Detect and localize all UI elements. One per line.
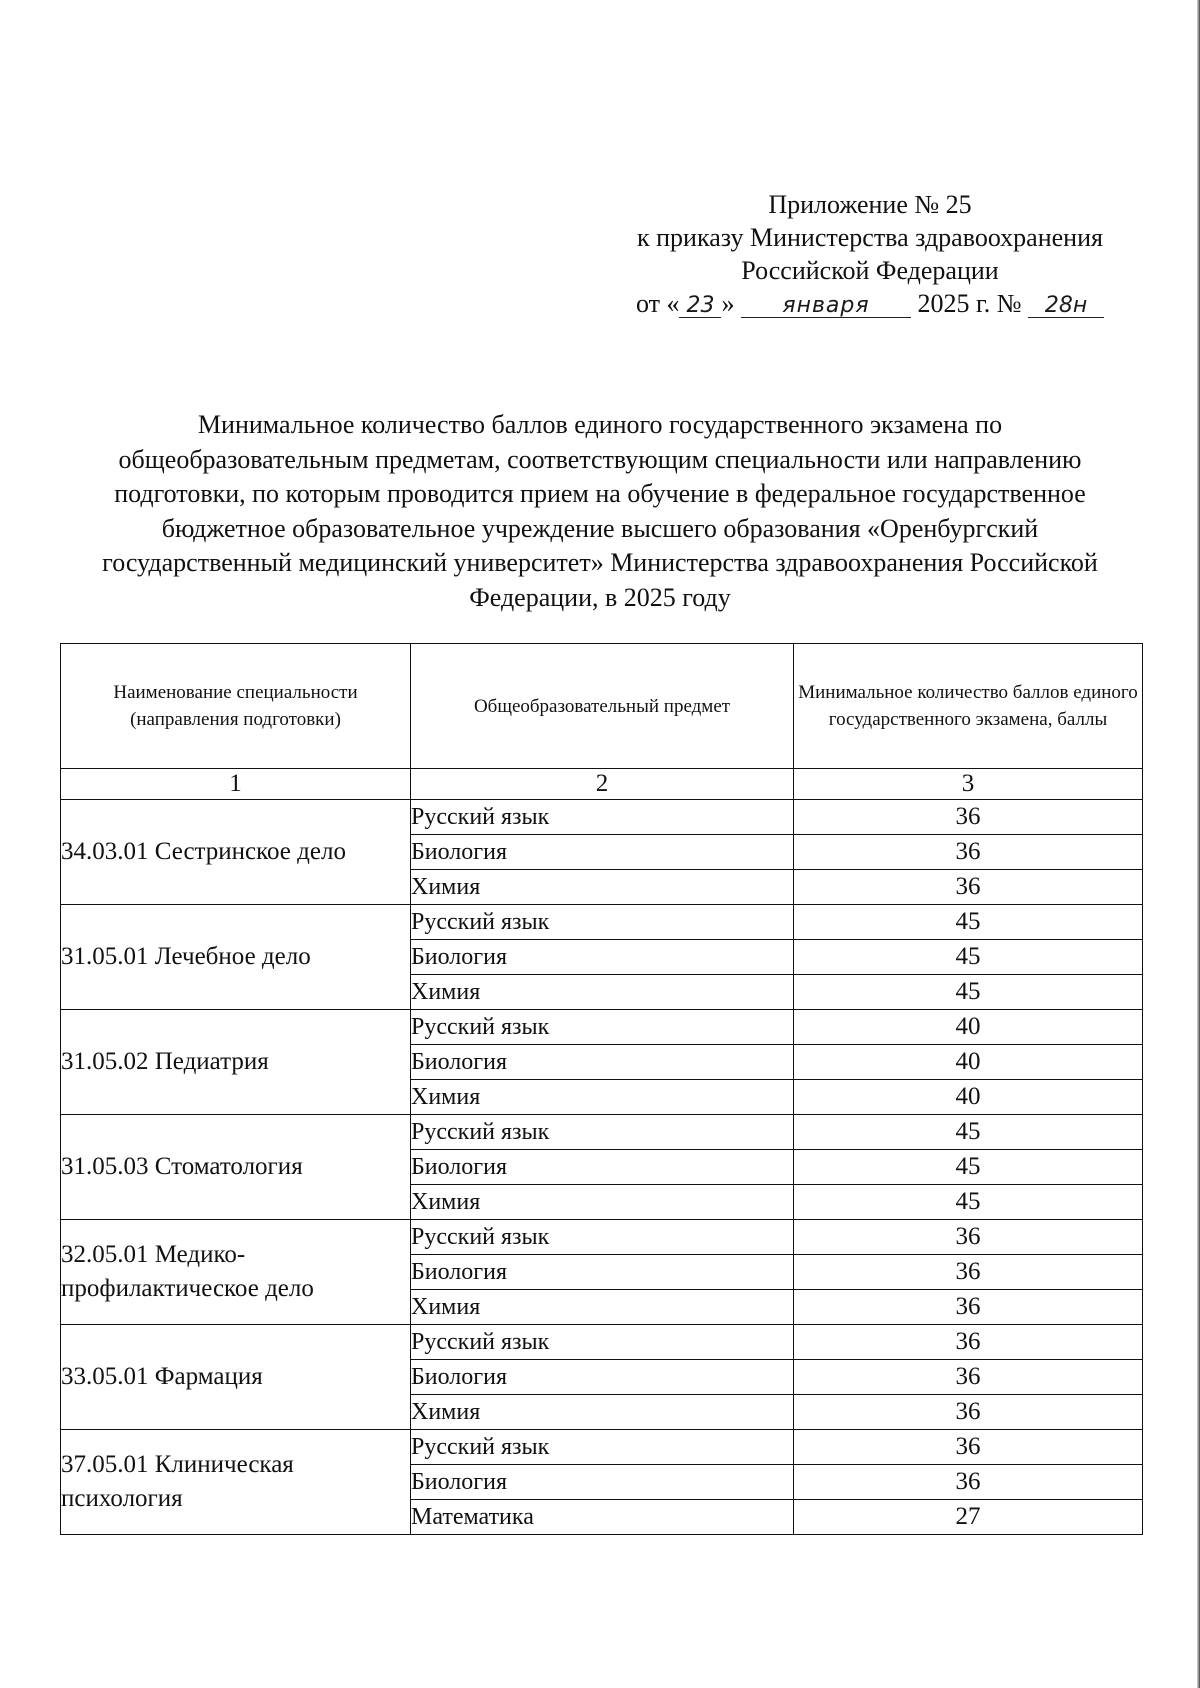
subject-cell: Биология bbox=[411, 835, 794, 870]
title-line: подготовки, по которым проводится прием на обучение в федеральное государственное bbox=[114, 479, 1086, 508]
score-cell: 45 bbox=[794, 940, 1143, 975]
subject-cell: Химия bbox=[411, 1290, 794, 1325]
title-line: бюджетное образовательное учреждение высшего образования «Оренбургский bbox=[161, 513, 1039, 543]
score-cell: 36 bbox=[794, 870, 1143, 905]
score-cell: 45 bbox=[794, 905, 1143, 940]
score-cell: 45 bbox=[794, 975, 1143, 1010]
subject-cell: Биология bbox=[411, 1255, 794, 1290]
column-number: 2 bbox=[411, 769, 794, 800]
document-title bbox=[60, 408, 1140, 615]
handwritten-month: января bbox=[741, 295, 911, 318]
score-cell: 36 bbox=[794, 800, 1143, 835]
subject-cell: Русский язык bbox=[411, 1325, 794, 1360]
specialty-cell: 33.05.01 Фармация bbox=[61, 1325, 411, 1430]
score-cell: 45 bbox=[794, 1185, 1143, 1220]
column-number-row bbox=[61, 769, 1143, 800]
score-cell: 45 bbox=[794, 1115, 1143, 1150]
header-min-score: Минимальное количество баллов единого государственного экзамена, баллы bbox=[794, 644, 1143, 769]
subject-cell: Биология bbox=[411, 1360, 794, 1395]
table-row bbox=[61, 1115, 1143, 1150]
specialty-cell: 31.05.01 Лечебное дело bbox=[61, 905, 411, 1010]
handwritten-day: 23 bbox=[679, 295, 721, 318]
appendix-order-ref: к приказу Министерства здравоохранения bbox=[637, 223, 1103, 252]
subject-cell: Биология bbox=[411, 1045, 794, 1080]
subject-cell: Русский язык bbox=[411, 905, 794, 940]
subject-cell: Биология bbox=[411, 1150, 794, 1185]
table-row bbox=[61, 905, 1143, 940]
date-prefix: от « bbox=[635, 289, 680, 318]
specialty-cell: 31.05.03 Стоматология bbox=[61, 1115, 411, 1220]
subject-cell: Химия bbox=[411, 975, 794, 1010]
score-cell: 36 bbox=[794, 1465, 1143, 1500]
header-subject: Общеобразовательный предмет bbox=[411, 644, 794, 769]
subject-cell: Химия bbox=[411, 870, 794, 905]
score-cell: 36 bbox=[794, 1220, 1143, 1255]
subject-cell: Русский язык bbox=[411, 1430, 794, 1465]
table-row bbox=[61, 1220, 1143, 1255]
subject-cell: Математика bbox=[411, 1500, 794, 1535]
handwritten-order-number: 28н bbox=[1028, 295, 1104, 318]
appendix-date-line bbox=[590, 287, 1150, 320]
score-cell: 36 bbox=[794, 1360, 1143, 1395]
subject-cell: Биология bbox=[411, 940, 794, 975]
score-cell: 36 bbox=[794, 835, 1143, 870]
column-number: 3 bbox=[794, 769, 1143, 800]
appendix-header bbox=[590, 188, 1150, 320]
score-cell: 40 bbox=[794, 1045, 1143, 1080]
subject-cell: Химия bbox=[411, 1185, 794, 1220]
date-mid: » bbox=[721, 289, 735, 318]
specialty-cell: 31.05.02 Педиатрия bbox=[61, 1010, 411, 1115]
subject-cell: Биология bbox=[411, 1465, 794, 1500]
table-row bbox=[61, 1430, 1143, 1465]
header-specialty: Наименование специальности (направления подготовки) bbox=[61, 644, 411, 769]
specialty-cell: 34.03.01 Сестринское дело bbox=[61, 800, 411, 905]
score-cell: 36 bbox=[794, 1255, 1143, 1290]
score-cell: 27 bbox=[794, 1500, 1143, 1535]
specialty-cell: 32.05.01 Медико-профилактическое дело bbox=[61, 1220, 411, 1325]
score-cell: 36 bbox=[794, 1325, 1143, 1360]
title-line: Федерации, в 2025 году bbox=[469, 582, 731, 612]
appendix-federation: Российской Федерации bbox=[741, 256, 999, 285]
score-cell: 45 bbox=[794, 1150, 1143, 1185]
table-row bbox=[61, 800, 1143, 835]
table-row bbox=[61, 1010, 1143, 1045]
specialty-cell: 37.05.01 Клиническая психология bbox=[61, 1430, 411, 1535]
header-row bbox=[61, 644, 1143, 769]
subject-cell: Русский язык bbox=[411, 1220, 794, 1255]
score-cell: 36 bbox=[794, 1395, 1143, 1430]
subject-cell: Химия bbox=[411, 1080, 794, 1115]
column-number: 1 bbox=[61, 769, 411, 800]
subject-cell: Химия bbox=[411, 1395, 794, 1430]
subject-cell: Русский язык bbox=[411, 1010, 794, 1045]
subject-cell: Русский язык bbox=[411, 1115, 794, 1150]
table-row bbox=[61, 1325, 1143, 1360]
appendix-number: Приложение № 25 bbox=[768, 190, 972, 219]
score-cell: 40 bbox=[794, 1080, 1143, 1115]
title-line: государственный медицинский университет» Министерства здравоохранения Российской bbox=[102, 548, 1098, 577]
date-year: 2025 г. № bbox=[917, 289, 1022, 318]
scores-table bbox=[60, 643, 1143, 1535]
title-line: Минимальное количество баллов единого государственного экзамена по bbox=[197, 410, 1003, 439]
score-cell: 36 bbox=[794, 1430, 1143, 1465]
score-cell: 36 bbox=[794, 1290, 1143, 1325]
title-line: общеобразовательным предметам, соответствующим специальности или направлению bbox=[118, 444, 1082, 474]
subject-cell: Русский язык bbox=[411, 800, 794, 835]
score-cell: 40 bbox=[794, 1010, 1143, 1045]
